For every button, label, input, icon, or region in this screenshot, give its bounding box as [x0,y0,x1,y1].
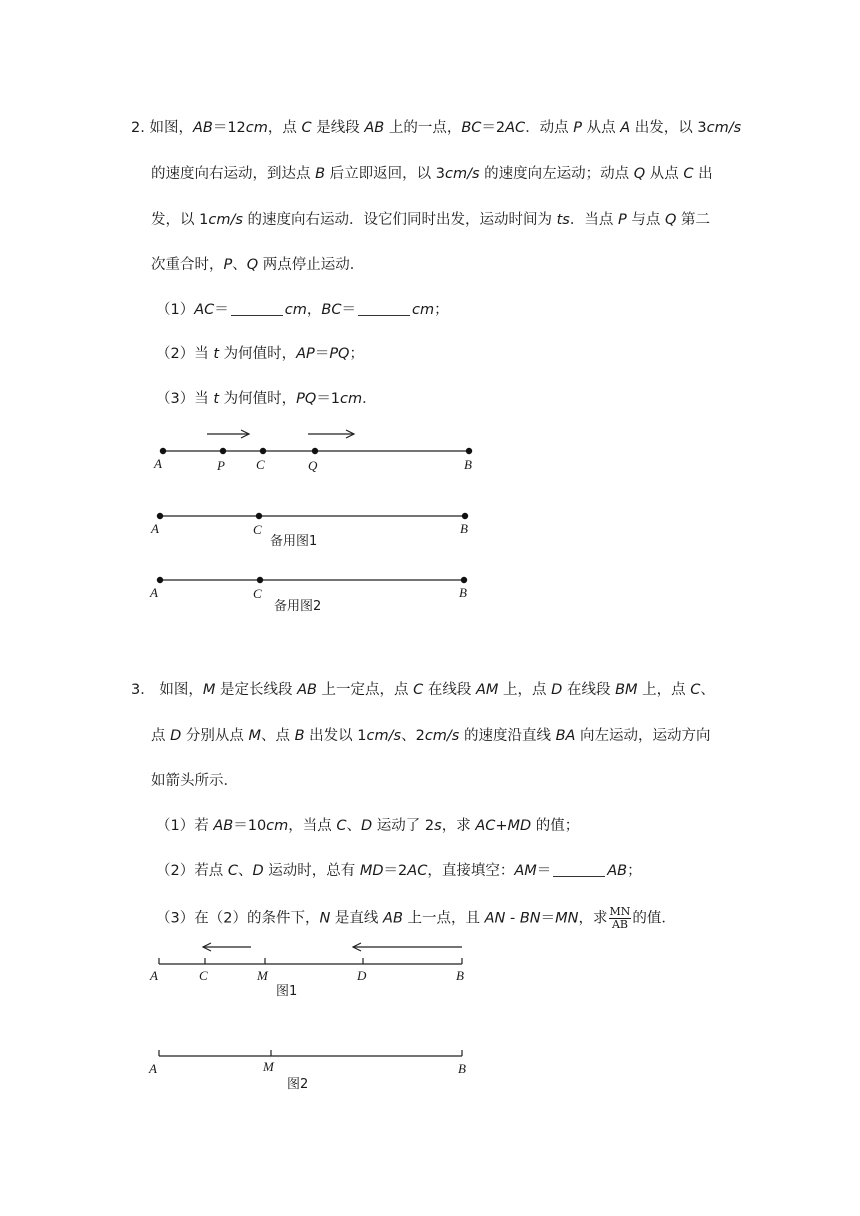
label-a: A [154,456,162,471]
figure-caption: 备用图1 [270,534,318,549]
label-d: D [357,968,367,983]
answer-blank[interactable] [553,862,605,877]
right-arrow-icon [207,430,249,438]
q3-line-3: 如箭头所示． [151,773,238,789]
label-a: A [149,1061,157,1076]
point-q [312,448,318,454]
point-p [220,448,226,454]
label-b: B [458,1061,466,1076]
q3-number: 3． [131,682,155,698]
q2-spare-figure-2 [149,577,467,614]
q3-line-2: 点 D 分别从点 M、点 B 出发以 1cm/s、2cm/s 的速度沿直线 BA 向左运动，运动方向 [151,728,711,744]
point-c [257,577,263,583]
label-c: C [199,968,208,983]
q2-part-2: （2）当 t 为何值时，AP＝PQ； [156,346,364,362]
label-p: P [217,458,225,473]
q3-part-2: （2）若点 C、D 运动时，总有 MD＝2AC，直接填空：AM＝ AB； [156,863,642,879]
point-a [160,448,166,454]
label-b: B [464,457,472,472]
label-m: M [263,1059,274,1074]
point-c [256,513,262,519]
label-c: C [253,522,262,537]
q3-part-3: （3）在（2）的条件下，N 是直线 AB 上一点，且 AN - BN＝MN，求 $\frac{MN}{AB}$ 的值． [156,905,676,931]
point-c [260,448,266,454]
q2-spare-figure-1 [150,513,468,549]
right-arrow-icon [308,430,354,438]
label-a: A [150,585,158,600]
figure-caption: 备用图2 [274,599,322,614]
q2-number: 2. [131,120,145,136]
q3-figure-2 [148,1050,466,1092]
label-q: Q [308,458,318,473]
point-b [466,448,472,454]
label-a: A [151,521,159,536]
label-b: B [456,968,464,983]
label-a: A [150,968,158,983]
point-a [157,513,163,519]
q3-line-1: 3． 如图，M 是定长线段 AB 上一定点，点 C 在线段 AM 上，点 D 在线段 BM 上，点 C、 [131,682,715,698]
q2-main-figure [153,430,472,473]
q3-part-1: （1）若 AB＝10cm，当点 C、D 运动了 2s，求 AC+MD 的值； [156,818,580,834]
point-b [461,577,467,583]
left-arrow-icon [203,943,251,951]
q2-line-2: 的速度向右运动，到达点 B 后立即返回，以 3cm/s 的速度向左运动；动点 Q 从点 C 出 [151,166,713,182]
q2-line-3: 发，以 1cm/s 的速度向右运动．设它们同时出发，运动时间为 ts．当点 P 与点 Q 第二 [151,212,710,228]
q3-figure-1 [149,943,464,999]
q2-part-1: （1）AC＝ cm，BC＝ cm； [156,302,449,318]
point-b [462,513,468,519]
point-a [157,577,163,583]
q2-line-4: 次重合时，P、Q 两点停止运动． [151,257,365,273]
q2-line-1: 2. 如图，AB＝12cm，点 C 是线段 AB 上的一点，BC＝2AC．动点 P 从点 A 出发，以 3cm/s [131,120,742,136]
q2-part-3: （3）当 t 为何值时，PQ＝1cm． [156,391,377,407]
figure-caption: 图2 [287,1077,309,1092]
label-c: C [253,586,262,601]
fraction-mn-over-ab: $\frac{MN}{AB}$ [609,905,631,931]
label-m: M [257,968,268,983]
label-c: C [256,457,265,472]
label-b: B [460,521,468,536]
label-b: B [459,585,467,600]
figure-caption: 图1 [276,984,298,999]
left-arrow-icon [353,943,462,951]
